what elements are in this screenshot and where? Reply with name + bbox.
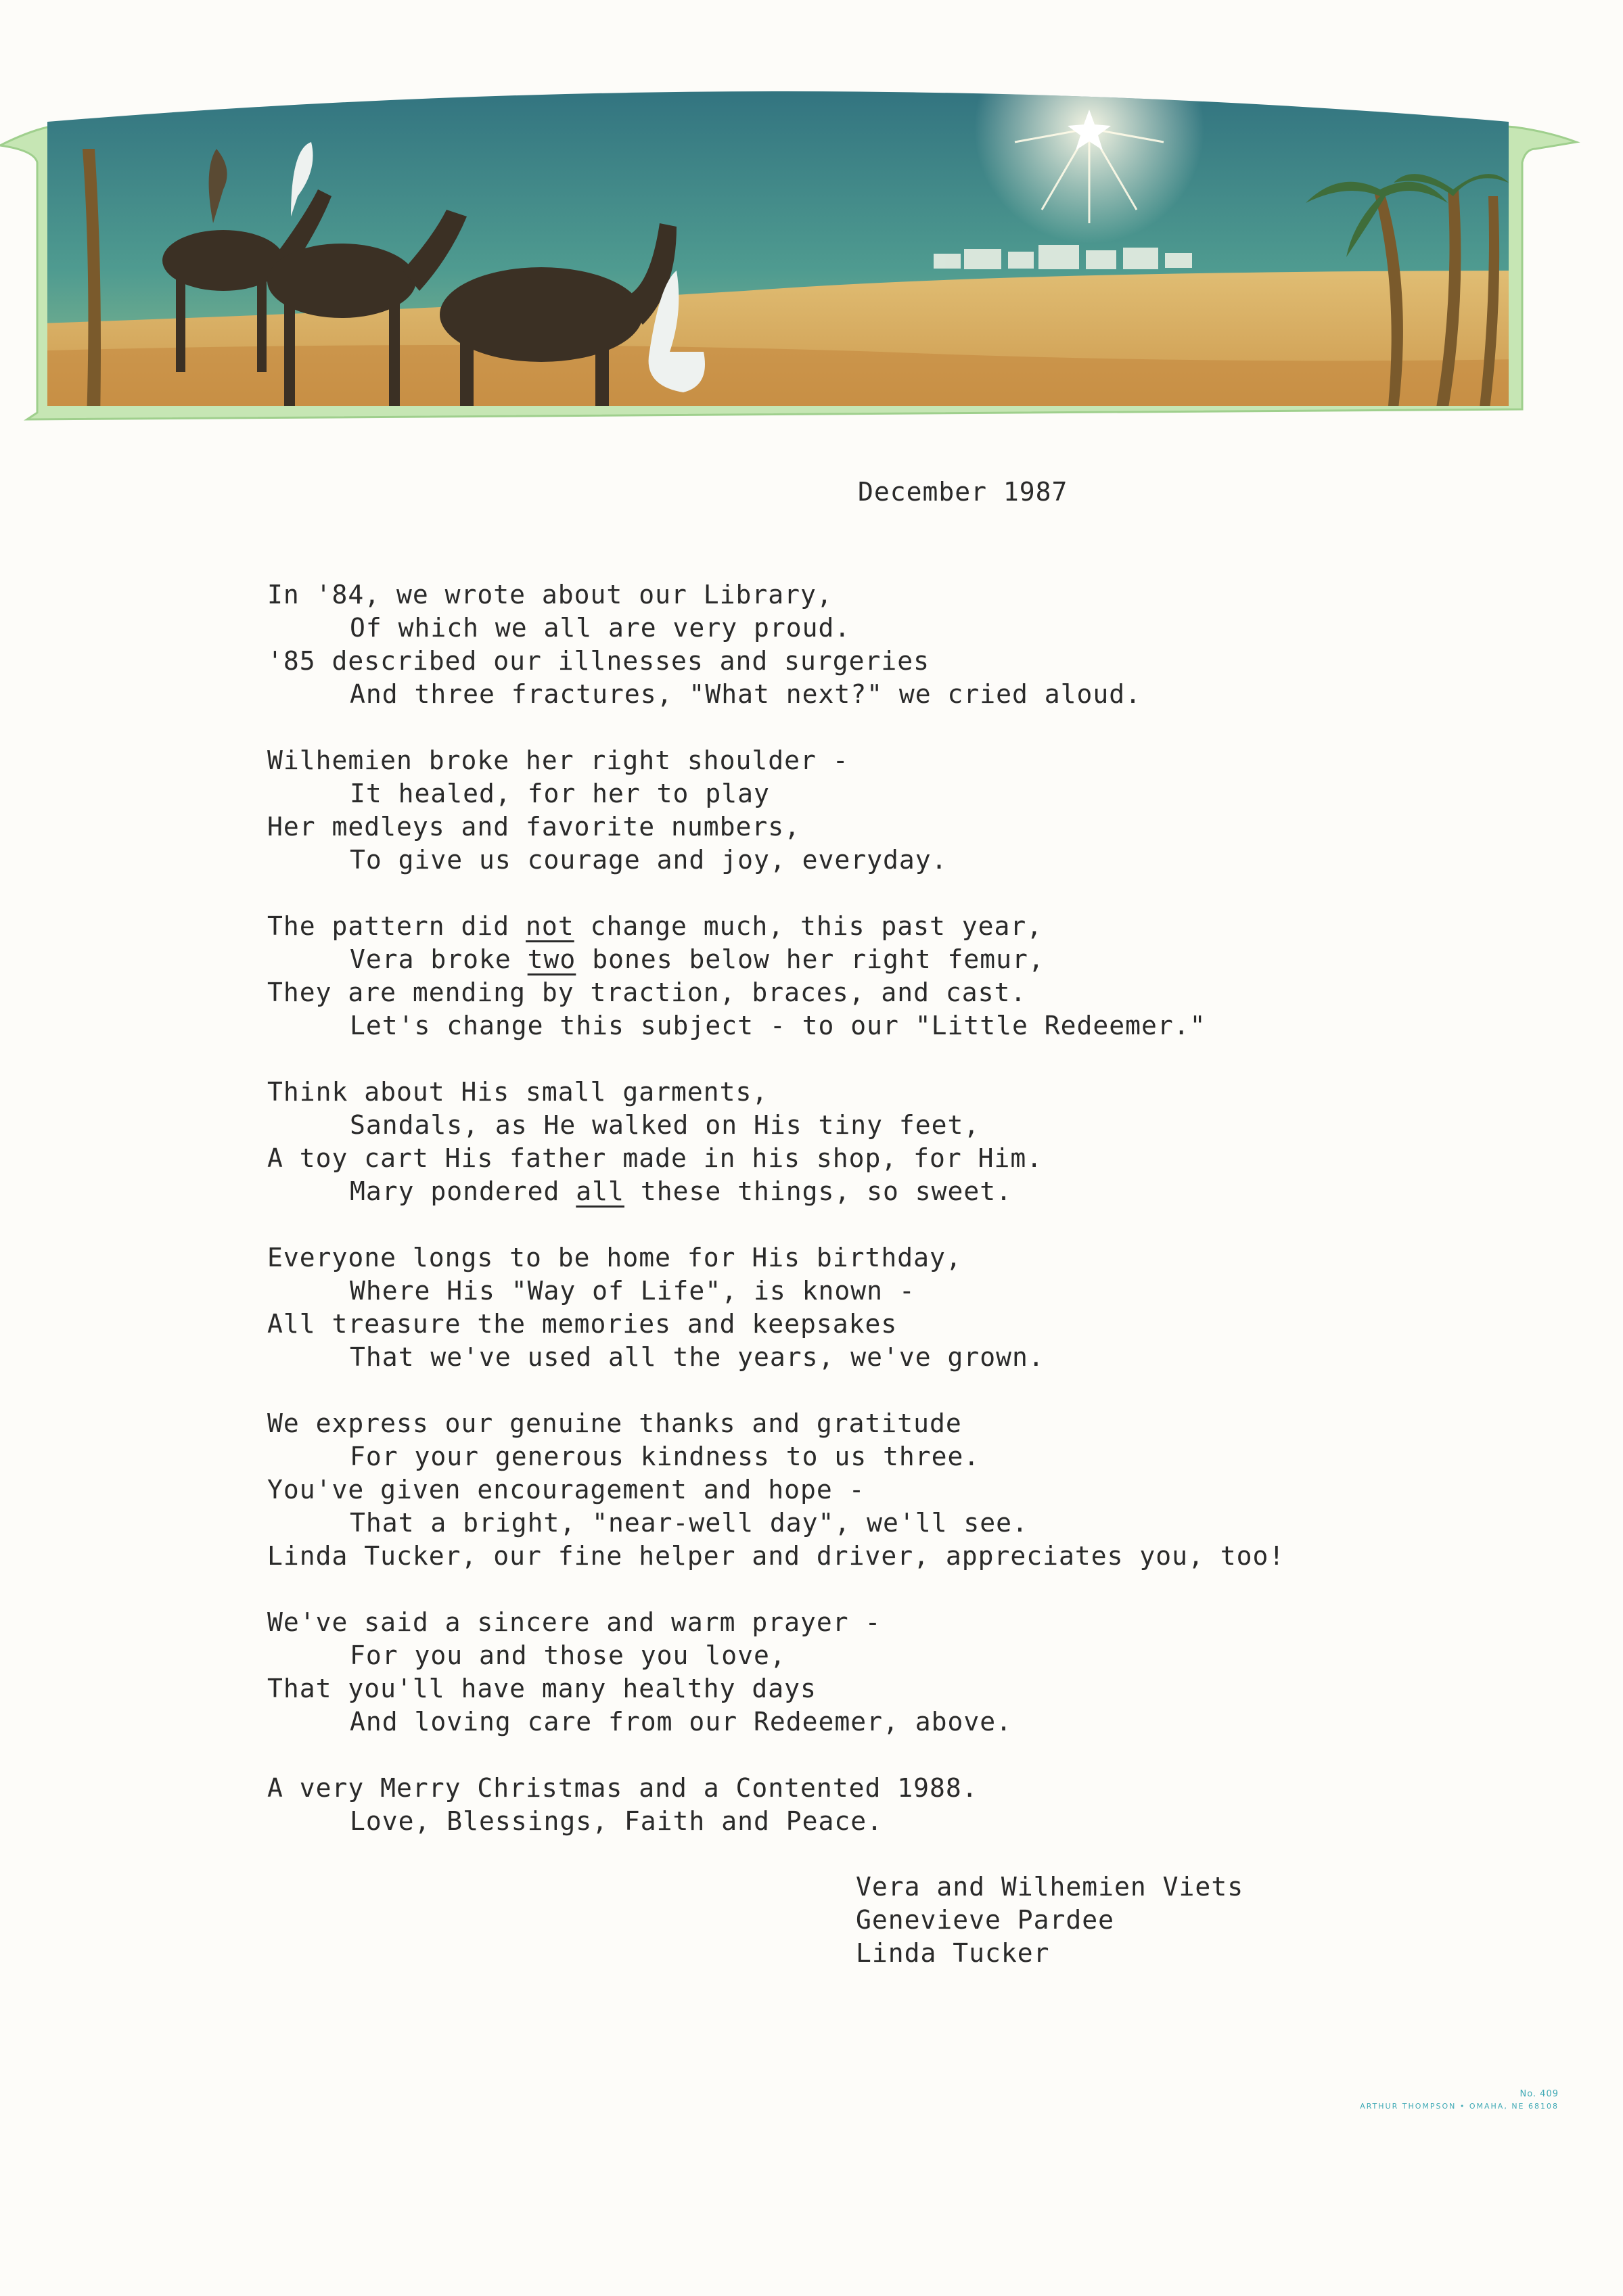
underlined-word: two [527,944,576,974]
poem-stanza [267,1076,1539,1208]
signature-line: Linda Tucker [856,1938,1050,1968]
line-text: We express our genuine thanks and gratitude [267,1408,962,1438]
poem-line [267,777,1539,810]
underlined-word: all [576,1176,624,1206]
poem-line [267,1308,1539,1341]
poem-line [267,1540,1539,1573]
poem-line [267,1772,1539,1805]
line-text: Mary pondered [350,1176,576,1206]
line-text: For you and those you love, [350,1640,786,1670]
line-text: It healed, for her to play [350,779,770,808]
line-text: All treasure the memories and keepsakes [267,1309,898,1339]
line-text: To give us courage and joy, everyday. [350,845,948,875]
poem-line [267,943,1539,976]
line-text: Of which we all are very proud. [350,613,851,643]
poem-line [267,976,1539,1009]
poem-stanza [267,744,1539,877]
line-text: And loving care from our Redeemer, above. [350,1707,1012,1737]
poem-line [267,744,1539,777]
poem-line [267,1473,1539,1507]
poem-stanza [267,1772,1539,1838]
poem-line [267,1275,1539,1308]
stationery-number: No. 409 [1519,2089,1559,2099]
line-text: Love, Blessings, Faith and Peace. [350,1806,883,1836]
line-text: That a bright, "near-well day", we'll see. [350,1508,1028,1538]
poem-stanza [267,1407,1539,1573]
line-text: A very Merry Christmas and a Contented 1988. [267,1773,978,1803]
poem-line [267,1507,1539,1540]
letter-body [267,578,1539,1871]
poem-line [267,645,1539,678]
poem-line [267,1341,1539,1374]
poem-line [267,1109,1539,1142]
poem-line [267,810,1539,844]
line-text: these things, so sweet. [624,1176,1013,1206]
poem-line [267,578,1539,612]
line-text: '85 described our illnesses and surgeries [267,646,930,676]
poem-line [267,1076,1539,1109]
line-text: They are mending by traction, braces, and cast. [267,978,1027,1007]
line-text: Linda Tucker, our fine helper and driver, appreciates you, too! [267,1541,1285,1571]
stationery-maker: ARTHUR THOMPSON • OMAHA, NE 68108 [1360,2102,1559,2111]
poem-stanza [267,1606,1539,1739]
signature-block [856,1870,1243,1970]
poem-line [267,1672,1539,1705]
line-text: A toy cart His father made in his shop, for Him. [267,1143,1043,1173]
line-text: change much, this past year, [574,911,1043,941]
line-text: You've given encouragement and hope - [267,1475,865,1505]
poem-line [267,678,1539,711]
line-text: Her medleys and favorite numbers, [267,812,800,842]
letter-date: December 1987 [858,477,1068,507]
poem-line [267,1175,1539,1208]
poem-line [267,1705,1539,1739]
line-text: For your generous kindness to us three. [350,1442,980,1471]
underlined-word: not [526,911,574,941]
line-text: Let's change this subject - to our "Little Redeemer." [350,1011,1206,1040]
line-text: That you'll have many healthy days [267,1674,817,1703]
poem-line [267,1639,1539,1672]
line-text: bones below her right femur, [576,944,1045,974]
line-text: Where His "Way of Life", is known - [350,1276,915,1306]
poem-line [267,844,1539,877]
line-text: In '84, we wrote about our Library, [267,580,833,610]
line-text: Wilhemien broke her right shoulder - [267,745,849,775]
poem-line [267,910,1539,943]
nativity-banner-illustration [0,68,1583,436]
line-text: We've said a sincere and warm prayer - [267,1607,882,1637]
poem-stanza [267,578,1539,711]
signature-line: Vera and Wilhemien Viets [856,1872,1244,1902]
signature-line: Genevieve Pardee [856,1905,1115,1935]
poem-line [267,1440,1539,1473]
poem-line [267,1241,1539,1275]
line-text: Think about His small garments, [267,1077,769,1107]
line-text: The pattern did [267,911,526,941]
line-text: Sandals, as He walked on His tiny feet, [350,1110,980,1140]
poem-stanza [267,1241,1539,1374]
poem-stanza [267,910,1539,1042]
line-text: And three fractures, "What next?" we cried aloud. [350,679,1142,709]
poem-line [267,1805,1539,1838]
poem-line [267,612,1539,645]
poem-line [267,1407,1539,1440]
line-text: That we've used all the years, we've grown. [350,1342,1045,1372]
line-text: Everyone longs to be home for His birthday, [267,1243,962,1272]
poem-line [267,1142,1539,1175]
poem-line [267,1009,1539,1042]
line-text: Vera broke [350,944,528,974]
poem-line [267,1606,1539,1639]
printer-imprint [1360,2089,1559,2111]
